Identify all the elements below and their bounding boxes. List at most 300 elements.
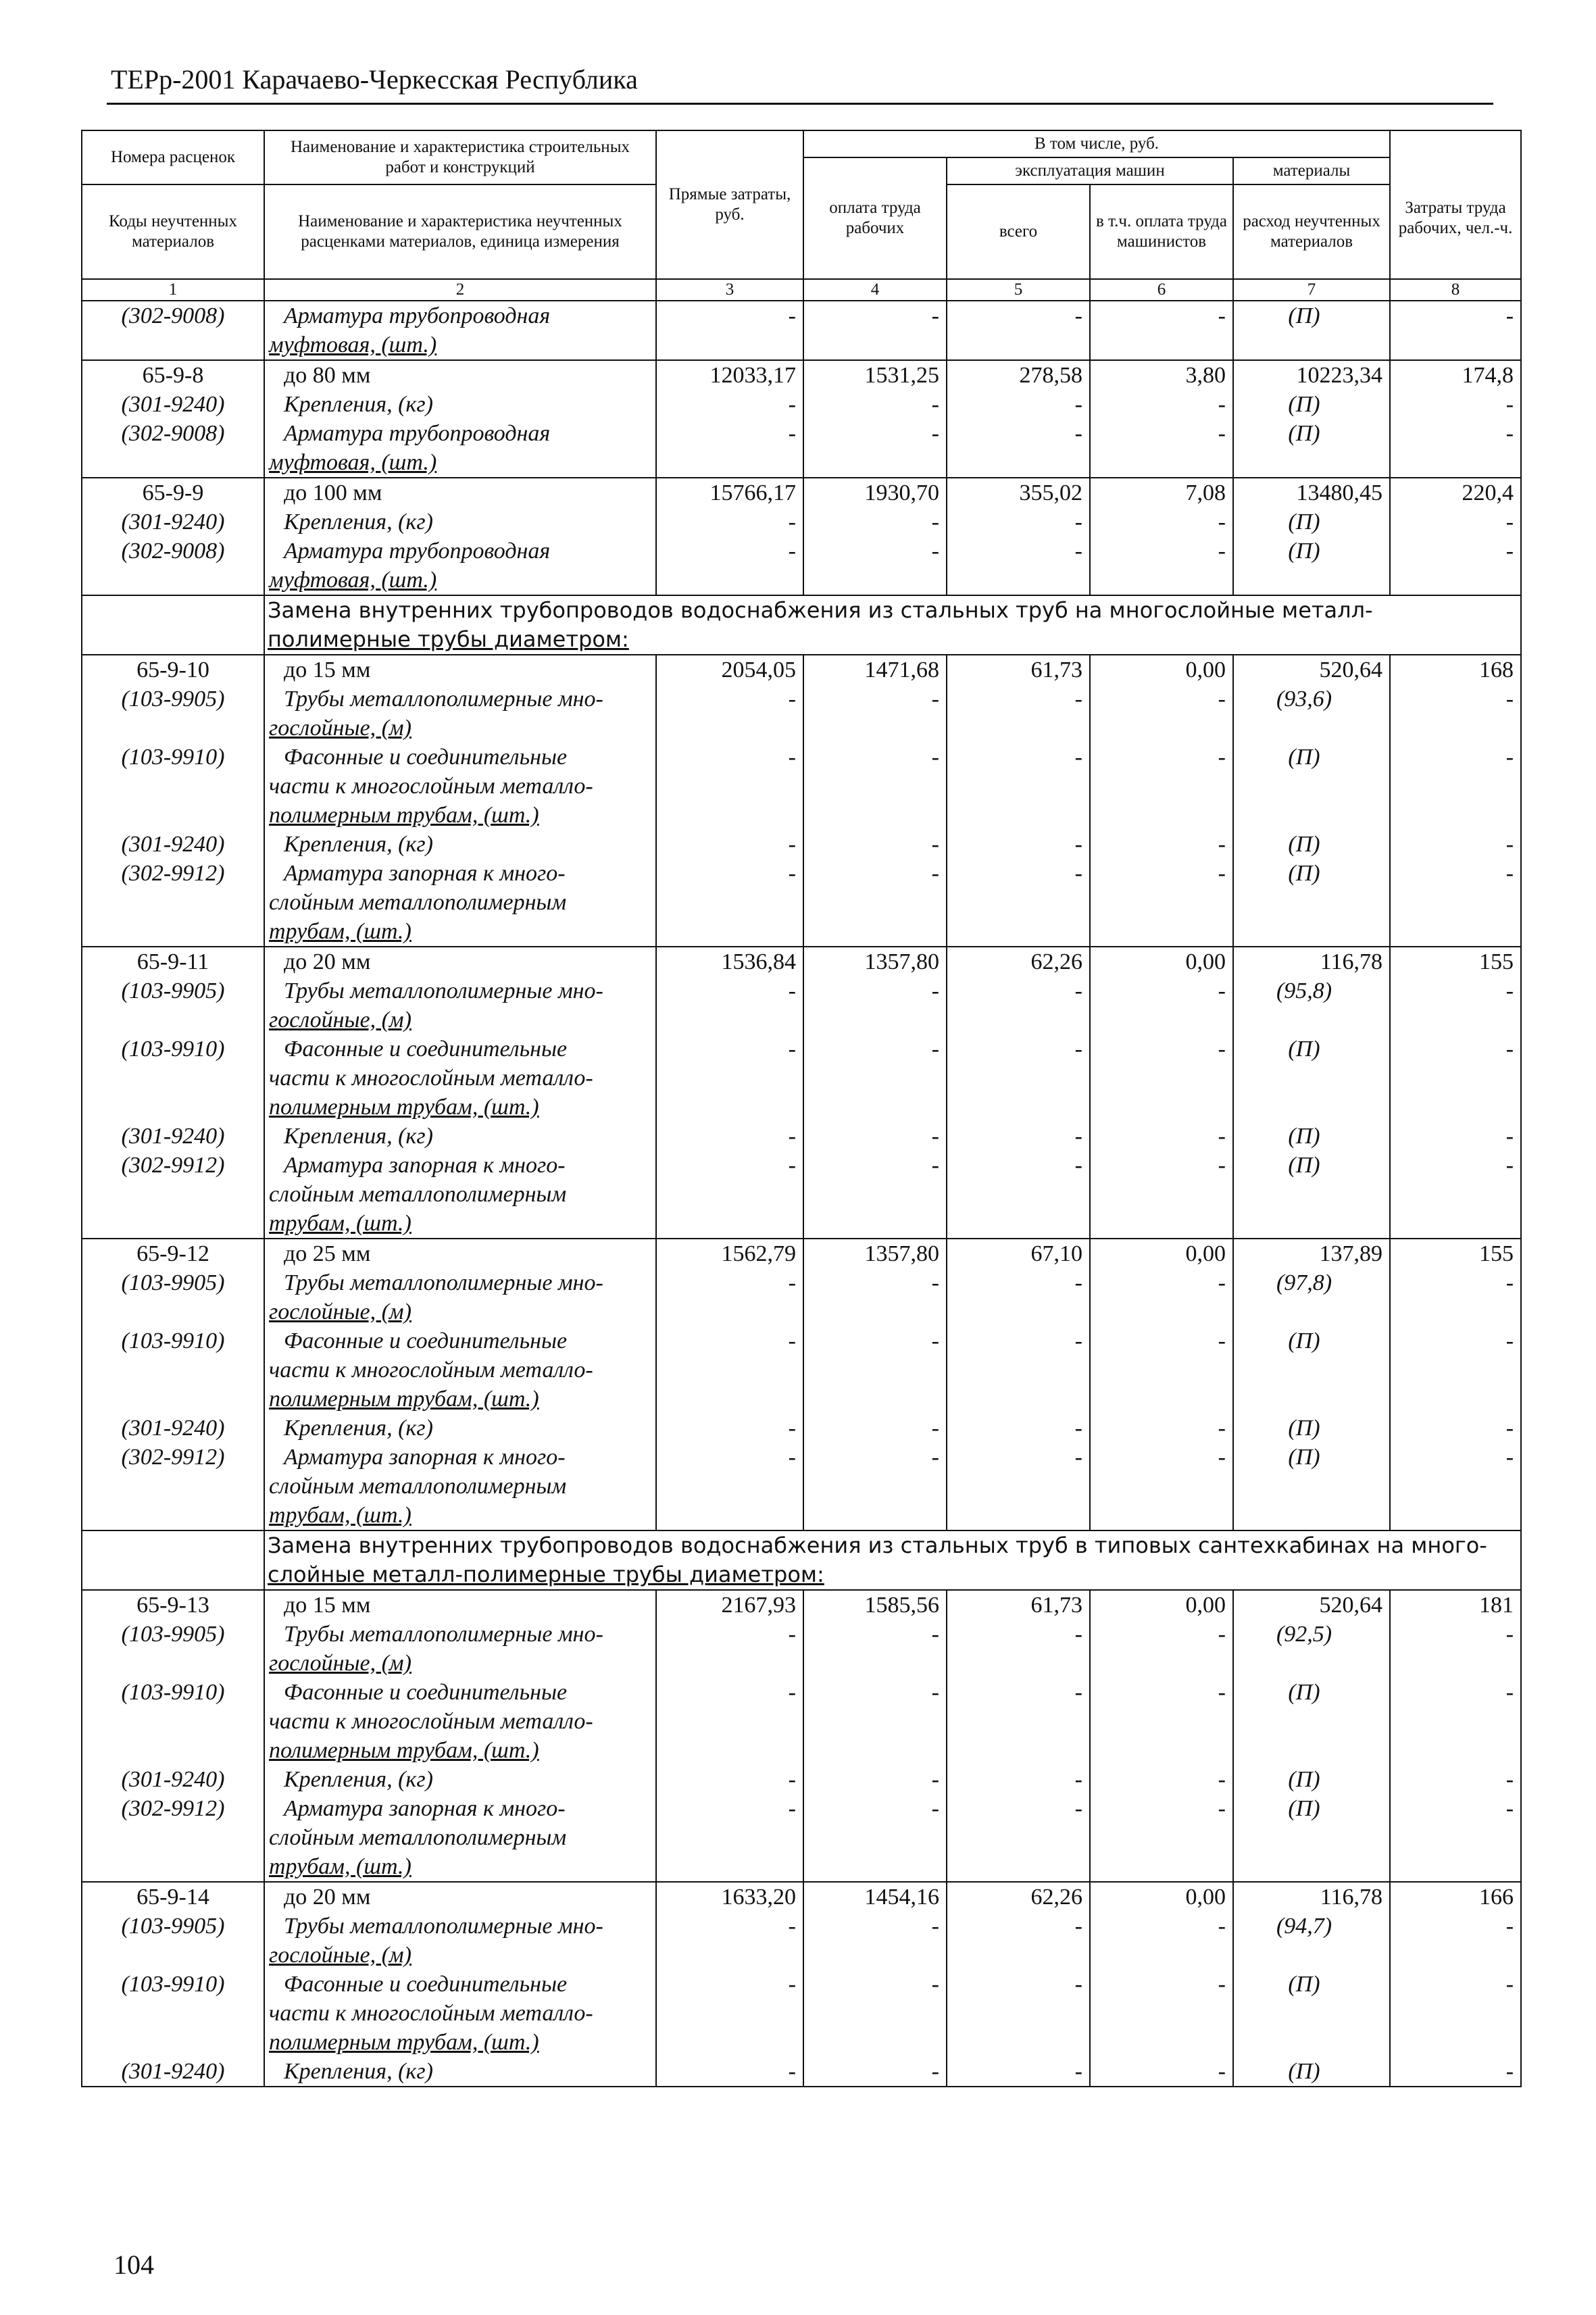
value-c6: - [1090, 1268, 1233, 1326]
value-c4: - [803, 537, 947, 595]
value-c3: - [656, 1268, 803, 1326]
value-c8: - [1390, 301, 1521, 360]
col6-header: в т.ч. оплата труда машинистов [1090, 184, 1233, 279]
value-c3: - [656, 1414, 803, 1443]
value-c4: - [803, 2057, 947, 2087]
value-c8: - [1390, 1794, 1521, 1882]
rate-row [82, 1239, 1521, 1268]
value-c8: - [1390, 1151, 1521, 1239]
material-name [264, 830, 656, 859]
header-rule [107, 103, 1493, 105]
value-c7: (П) [1233, 301, 1390, 360]
material-row [82, 830, 1521, 859]
material-code: (301-9240) [82, 507, 264, 537]
value-c7: 116,78 [1233, 947, 1390, 976]
value-c8: - [1390, 743, 1521, 830]
material-code: (103-9910) [82, 1678, 264, 1765]
value-c6: - [1090, 537, 1233, 595]
value-c3: - [656, 1794, 803, 1882]
value-c4: - [803, 1151, 947, 1239]
value-c3: - [656, 1620, 803, 1678]
value-c7: (П) [1233, 743, 1390, 830]
value-c3: - [656, 419, 803, 478]
value-c5: 61,73 [947, 655, 1090, 684]
value-c6: 0,00 [1090, 655, 1233, 684]
value-c5: - [947, 1268, 1090, 1326]
name-line: Арматура запорная к много- [284, 1153, 566, 1178]
material-name [264, 743, 656, 830]
material-code: (103-9910) [82, 1970, 264, 2057]
value-c5: - [947, 1414, 1090, 1443]
name-line: полимерным трубам, (шт.) [269, 1387, 539, 1412]
value-c4: - [803, 1443, 947, 1530]
value-c6: - [1090, 684, 1233, 743]
value-c5: 61,73 [947, 1590, 1090, 1620]
value-c5: - [947, 1035, 1090, 1122]
col8-header: Затраты труда рабочих, чел.-ч. [1390, 157, 1521, 279]
value-c7: (92,5) [1233, 1620, 1390, 1678]
column-numbers-row [82, 279, 1521, 301]
rate-code: 65-9-13 [82, 1590, 264, 1620]
material-code: (302-9912) [82, 1443, 264, 1530]
value-c7: (П) [1233, 859, 1390, 947]
value-c6: - [1090, 1678, 1233, 1765]
value-c7: (П) [1233, 1765, 1390, 1794]
section-heading-line: Замена внутренних трубопроводов водоснабжения из стальных труб на многослойные металл- [268, 597, 1373, 623]
value-c8: - [1390, 390, 1521, 419]
value-c5: - [947, 390, 1090, 419]
section-spacer [82, 1530, 264, 1590]
price-table [81, 130, 1522, 2087]
material-row [82, 743, 1521, 830]
value-c6: - [1090, 419, 1233, 478]
name-line: муфтовая, (шт.) [269, 568, 437, 593]
material-name [264, 1970, 656, 2057]
material-name [264, 1326, 656, 1414]
value-c4: 1930,70 [803, 478, 947, 507]
value-c3: - [656, 743, 803, 830]
value-c7: (П) [1233, 1326, 1390, 1414]
value-c3: - [656, 830, 803, 859]
col4-header: оплата труда рабочих [803, 157, 947, 279]
name-line: Арматура трубопроводная [284, 303, 551, 328]
value-c4: 1454,16 [803, 1882, 947, 1912]
material-row [82, 1151, 1521, 1239]
name-line: слойным металлополимерным [269, 1825, 567, 1850]
value-c6: - [1090, 859, 1233, 947]
value-c8: - [1390, 2057, 1521, 2087]
name-line: полимерным трубам, (шт.) [269, 1738, 539, 1763]
value-c5: - [947, 1794, 1090, 1882]
value-c7: (П) [1233, 2057, 1390, 2087]
material-code: (301-9240) [82, 830, 264, 859]
value-c7: 13480,45 [1233, 478, 1390, 507]
col-number: 5 [947, 279, 1090, 301]
value-c6: 0,00 [1090, 1590, 1233, 1620]
section-spacer [82, 595, 264, 655]
name-line: полимерным трубам, (шт.) [269, 2030, 539, 2055]
rate-row [82, 655, 1521, 684]
name-line: гослойные, (м) [269, 716, 412, 741]
col-number: 4 [803, 279, 947, 301]
value-c4: - [803, 976, 947, 1035]
value-c4: - [803, 859, 947, 947]
name-line: Крепления, (кг) [284, 509, 433, 534]
rate-code: 65-9-8 [82, 360, 264, 390]
material-row [82, 2057, 1521, 2087]
name-line: Фасонные и соединительные [284, 1328, 568, 1353]
value-c7: (П) [1233, 1151, 1390, 1239]
name-line: трубам, (шт.) [269, 1211, 412, 1236]
rate-name [264, 1239, 656, 1268]
material-name [264, 1620, 656, 1678]
value-c5: - [947, 1678, 1090, 1765]
material-code: (301-9240) [82, 1414, 264, 1443]
value-c6: - [1090, 743, 1233, 830]
name-line: Крепления, (кг) [284, 1124, 433, 1149]
value-c8: - [1390, 419, 1521, 478]
value-c6: 0,00 [1090, 1882, 1233, 1912]
value-c8: - [1390, 1970, 1521, 2057]
value-c7: 520,64 [1233, 1590, 1390, 1620]
rate-code: 65-9-11 [82, 947, 264, 976]
value-c8: - [1390, 537, 1521, 595]
value-c6: - [1090, 1035, 1233, 1122]
name-line: до 20 мм [284, 949, 371, 974]
col-number: 3 [656, 279, 803, 301]
rate-code: 65-9-10 [82, 655, 264, 684]
material-row [82, 537, 1521, 595]
material-name [264, 859, 656, 947]
material-code: (302-9912) [82, 1151, 264, 1239]
value-c8: - [1390, 1268, 1521, 1326]
value-c8: 168 [1390, 655, 1521, 684]
value-c8: - [1390, 1035, 1521, 1122]
value-c3: 2054,05 [656, 655, 803, 684]
value-c3: - [656, 301, 803, 360]
name-line: до 100 мм [284, 480, 382, 505]
col2-header-top: Наименование и характеристика строительных работ и конструкций [264, 130, 656, 184]
material-name [264, 1268, 656, 1326]
material-code: (103-9910) [82, 1035, 264, 1122]
material-row [82, 1035, 1521, 1122]
materials-group-header: материалы [1233, 157, 1390, 184]
material-row [82, 1326, 1521, 1414]
name-line: Трубы металлополимерные мно- [284, 1270, 603, 1295]
material-code: (302-9008) [82, 301, 264, 360]
value-c7: (П) [1233, 507, 1390, 537]
value-c6: - [1090, 301, 1233, 360]
value-c5: 62,26 [947, 947, 1090, 976]
material-code: (103-9905) [82, 684, 264, 743]
value-c6: - [1090, 1970, 1233, 2057]
name-line: трубам, (шт.) [269, 1854, 412, 1879]
value-c3: - [656, 1151, 803, 1239]
value-c8: 155 [1390, 947, 1521, 976]
name-line: до 15 мм [284, 1593, 371, 1618]
value-c3: - [656, 859, 803, 947]
material-name [264, 1414, 656, 1443]
value-c8: - [1390, 1620, 1521, 1678]
group-header: В том числе, руб. [803, 130, 1390, 157]
material-row [82, 1122, 1521, 1151]
material-row [82, 1912, 1521, 1970]
value-c3: - [656, 1326, 803, 1414]
value-c4: - [803, 419, 947, 478]
empty-corner [1390, 130, 1521, 157]
material-row [82, 1765, 1521, 1794]
name-line: Трубы металлополимерные мно- [284, 1622, 603, 1647]
value-c6: - [1090, 390, 1233, 419]
rate-name [264, 947, 656, 976]
rate-name [264, 360, 656, 390]
name-line: части к многослойным металло- [269, 774, 593, 799]
material-row [82, 1678, 1521, 1765]
value-c7: (П) [1233, 419, 1390, 478]
name-line: гослойные, (м) [269, 1007, 412, 1032]
value-c7: (93,6) [1233, 684, 1390, 743]
material-code: (301-9240) [82, 1765, 264, 1794]
value-c6: - [1090, 976, 1233, 1035]
name-line: до 80 мм [284, 363, 371, 388]
value-c3: - [656, 684, 803, 743]
name-line: Арматура запорная к много- [284, 1445, 566, 1470]
col3-header: Прямые затраты, руб. [656, 130, 803, 279]
value-c5: - [947, 684, 1090, 743]
value-c4: - [803, 1912, 947, 1970]
value-c7: 520,64 [1233, 655, 1390, 684]
value-c7: 137,89 [1233, 1239, 1390, 1268]
value-c3: - [656, 1443, 803, 1530]
value-c4: - [803, 1620, 947, 1678]
material-code: (302-9912) [82, 1794, 264, 1882]
name-line: слойным металлополимерным [269, 1474, 567, 1499]
name-line: муфтовая, (шт.) [269, 332, 437, 357]
material-name [264, 507, 656, 537]
value-c3: - [656, 1122, 803, 1151]
value-c7: (П) [1233, 1970, 1390, 2057]
col2-header-bottom: Наименование и характеристика неучтенных расценками материалов, единица измерения [264, 184, 656, 279]
name-line: части к многослойным металло- [269, 2001, 593, 2026]
material-row [82, 1794, 1521, 1882]
value-c7: 116,78 [1233, 1882, 1390, 1912]
value-c8: - [1390, 1765, 1521, 1794]
section-heading-line: полимерные трубы диаметром: [268, 626, 629, 652]
material-name [264, 1678, 656, 1765]
col1-header-top: Номера расценок [82, 130, 264, 184]
rate-name [264, 655, 656, 684]
value-c3: - [656, 1035, 803, 1122]
rate-name [264, 1882, 656, 1912]
material-row [82, 419, 1521, 478]
material-name [264, 1794, 656, 1882]
rate-name [264, 478, 656, 507]
col5-header: всего [947, 184, 1090, 279]
value-c7: (П) [1233, 1794, 1390, 1882]
name-line: до 15 мм [284, 657, 371, 682]
value-c5: 278,58 [947, 360, 1090, 390]
value-c3: 1562,79 [656, 1239, 803, 1268]
material-name [264, 301, 656, 360]
value-c6: - [1090, 1414, 1233, 1443]
material-row [82, 390, 1521, 419]
section-heading [264, 1530, 1521, 1590]
name-line: слойным металлополимерным [269, 890, 567, 915]
value-c3: 1633,20 [656, 1882, 803, 1912]
name-line: Крепления, (кг) [284, 392, 433, 417]
value-c8: - [1390, 1122, 1521, 1151]
value-c3: - [656, 2057, 803, 2087]
material-name [264, 976, 656, 1035]
value-c7: (97,8) [1233, 1268, 1390, 1326]
material-name [264, 1151, 656, 1239]
value-c8: 181 [1390, 1590, 1521, 1620]
name-line: Фасонные и соединительные [284, 745, 568, 770]
value-c5: 355,02 [947, 478, 1090, 507]
name-line: трубам, (шт.) [269, 1503, 412, 1528]
value-c8: - [1390, 507, 1521, 537]
value-c8: - [1390, 1912, 1521, 1970]
value-c6: 0,00 [1090, 1239, 1233, 1268]
value-c6: - [1090, 1765, 1233, 1794]
value-c3: 15766,17 [656, 478, 803, 507]
value-c4: - [803, 1765, 947, 1794]
value-c7: (П) [1233, 1443, 1390, 1530]
value-c5: - [947, 1326, 1090, 1414]
page-number: 104 [114, 2249, 154, 2280]
value-c6: - [1090, 2057, 1233, 2087]
section-heading-line: слойные металл-полимерные трубы диаметром: [268, 1562, 824, 1587]
name-line: части к многослойным металло- [269, 1066, 593, 1091]
value-c3: 12033,17 [656, 360, 803, 390]
value-c6: - [1090, 1326, 1233, 1414]
value-c5: - [947, 1765, 1090, 1794]
value-c5: - [947, 1912, 1090, 1970]
value-c4: - [803, 743, 947, 830]
value-c4: 1357,80 [803, 947, 947, 976]
material-code: (302-9008) [82, 537, 264, 595]
name-line: гослойные, (м) [269, 1943, 412, 1968]
value-c6: - [1090, 1151, 1233, 1239]
material-code: (103-9905) [82, 1268, 264, 1326]
value-c4: - [803, 390, 947, 419]
name-line: Фасонные и соединительные [284, 1680, 568, 1705]
name-line: до 20 мм [284, 1885, 371, 1910]
rate-code: 65-9-12 [82, 1239, 264, 1268]
value-c8: - [1390, 976, 1521, 1035]
value-c8: - [1390, 1414, 1521, 1443]
material-name [264, 419, 656, 478]
value-c5: - [947, 743, 1090, 830]
value-c3: 2167,93 [656, 1590, 803, 1620]
material-name [264, 1035, 656, 1122]
value-c3: - [656, 1970, 803, 2057]
section-heading-row [82, 595, 1521, 655]
rate-code: 65-9-9 [82, 478, 264, 507]
value-c4: - [803, 1326, 947, 1414]
value-c5: - [947, 1970, 1090, 2057]
value-c4: - [803, 1794, 947, 1882]
name-line: Трубы металлополимерные мно- [284, 1914, 603, 1939]
material-row [82, 859, 1521, 947]
value-c3: - [656, 537, 803, 595]
material-row [82, 1268, 1521, 1326]
rate-name [264, 1590, 656, 1620]
value-c8: 174,8 [1390, 360, 1521, 390]
value-c5: - [947, 2057, 1090, 2087]
value-c6: - [1090, 1794, 1233, 1882]
rate-row [82, 1590, 1521, 1620]
material-code: (103-9910) [82, 1326, 264, 1414]
value-c7: 10223,34 [1233, 360, 1390, 390]
value-c8: - [1390, 684, 1521, 743]
name-line: полимерным трубам, (шт.) [269, 803, 539, 828]
material-row [82, 1620, 1521, 1678]
value-c5: - [947, 1443, 1090, 1530]
name-line: Крепления, (кг) [284, 832, 433, 857]
col-number: 1 [82, 279, 264, 301]
name-line: Арматура трубопроводная [284, 421, 551, 446]
col1-header-bottom: Коды неучтенных материалов [82, 184, 264, 279]
value-c3: - [656, 390, 803, 419]
value-c7: (П) [1233, 1414, 1390, 1443]
value-c7: (П) [1233, 1122, 1390, 1151]
value-c7: (94,7) [1233, 1912, 1390, 1970]
value-c4: - [803, 1122, 947, 1151]
value-c4: 1471,68 [803, 655, 947, 684]
col7-header: расход неучтенных материалов [1233, 184, 1390, 279]
material-name [264, 1443, 656, 1530]
value-c7: (П) [1233, 390, 1390, 419]
name-line: Арматура трубопроводная [284, 539, 551, 564]
name-line: Трубы металлополимерные мно- [284, 687, 603, 712]
name-line: Фасонные и соединительные [284, 1972, 568, 1997]
name-line: Трубы металлополимерные мно- [284, 978, 603, 1003]
rate-row [82, 1882, 1521, 1912]
name-line: муфтовая, (шт.) [269, 450, 437, 475]
value-c7: (П) [1233, 1035, 1390, 1122]
name-line: Фасонные и соединительные [284, 1037, 568, 1062]
material-name [264, 390, 656, 419]
value-c4: - [803, 1414, 947, 1443]
value-c7: (П) [1233, 830, 1390, 859]
value-c5: - [947, 537, 1090, 595]
material-row [82, 976, 1521, 1035]
name-line: части к многослойным металло- [269, 1358, 593, 1383]
col-number: 2 [264, 279, 656, 301]
col-number: 7 [1233, 279, 1390, 301]
value-c4: 1531,25 [803, 360, 947, 390]
material-row [82, 1970, 1521, 2057]
name-line: Крепления, (кг) [284, 1767, 433, 1792]
value-c8: - [1390, 1326, 1521, 1414]
value-c4: - [803, 301, 947, 360]
value-c5: - [947, 830, 1090, 859]
material-row [82, 1414, 1521, 1443]
value-c3: - [656, 1912, 803, 1970]
material-name [264, 1912, 656, 1970]
value-c3: 1536,84 [656, 947, 803, 976]
material-code: (103-9910) [82, 743, 264, 830]
section-heading [264, 595, 1521, 655]
machines-group-header: эксплуатация машин [947, 157, 1233, 184]
value-c8: 166 [1390, 1882, 1521, 1912]
value-c5: - [947, 419, 1090, 478]
value-c5: 62,26 [947, 1882, 1090, 1912]
value-c4: - [803, 1970, 947, 2057]
value-c6: - [1090, 507, 1233, 537]
value-c5: - [947, 507, 1090, 537]
